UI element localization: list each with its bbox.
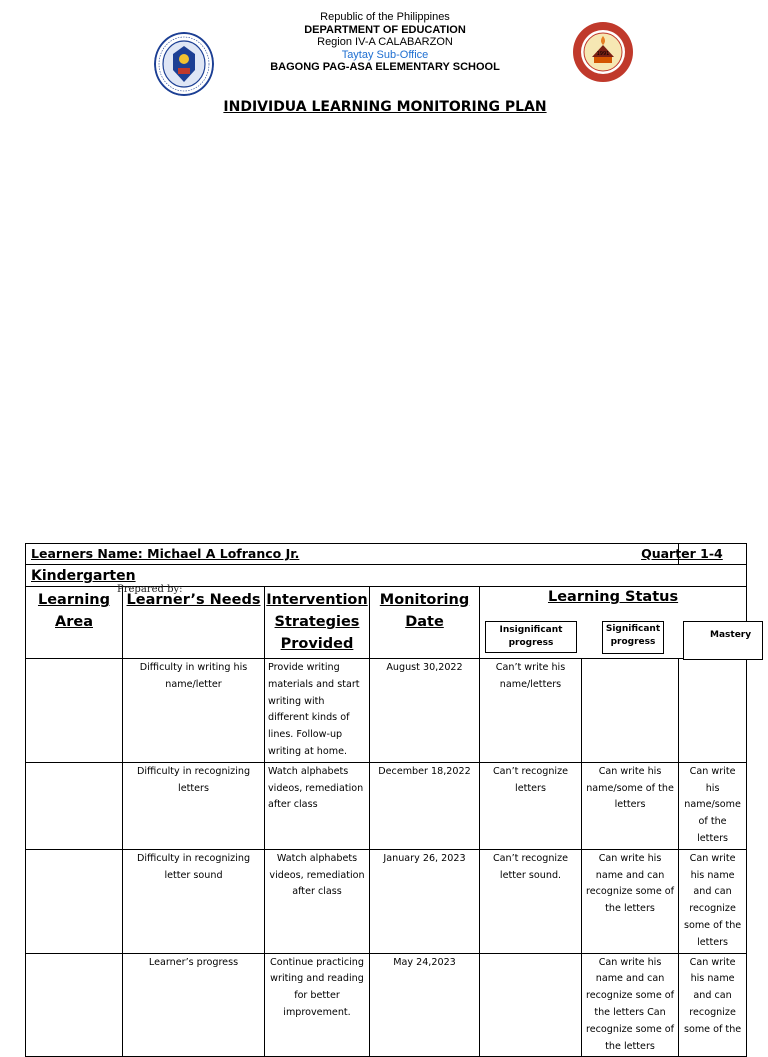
row-learners-needs: Difficulty in recognizing letters xyxy=(123,762,265,849)
row-monitoring-date: August 30,2022 xyxy=(370,659,480,763)
row-significant xyxy=(582,659,679,763)
learning-status-title: Learning Status xyxy=(547,589,679,605)
mastery-label: Mastery xyxy=(683,621,763,660)
learner-name: Learners Name: Michael A Lofranco Jr. xyxy=(26,544,679,565)
table-row xyxy=(26,659,747,763)
row-learning-area xyxy=(26,762,123,849)
table-row xyxy=(26,762,747,849)
row-significant: Can write his name and can recognize some of the letters Can recognize some of the letters xyxy=(582,953,679,1057)
row-learners-needs: Learner’s progress xyxy=(123,953,265,1057)
department-line: DEPARTMENT OF EDUCATION xyxy=(304,23,466,36)
monitoring-table xyxy=(25,543,752,1057)
letterhead-text xyxy=(240,11,530,74)
republic-line: Republic of the Philippines xyxy=(320,11,450,23)
row-mastery: Can write his name/some of the letters xyxy=(679,762,747,849)
grade-label: Kindergarten xyxy=(26,565,747,587)
col-intervention-strategies: Intervention Strategies Provided xyxy=(265,587,370,659)
quarter-label xyxy=(641,544,747,565)
row-strategies: Provide writing materials and start writing with different kinds of lines. Follow-up writing at home. xyxy=(265,659,370,763)
letterhead xyxy=(0,8,768,88)
column-header-row xyxy=(26,587,747,659)
row-learning-area xyxy=(26,953,123,1057)
row-learners-needs: Difficulty in writing his name/letter xyxy=(123,659,265,763)
row-mastery: Can write his name and can recognize some of the letters xyxy=(679,849,747,953)
row-monitoring-date: May 24,2023 xyxy=(370,953,480,1057)
row-strategies: Watch alphabets videos, remediation after class xyxy=(265,849,370,953)
school-seal-year: 1991 xyxy=(596,51,610,57)
row-learning-area xyxy=(26,659,123,763)
school-name-line: BAGONG PAG-ASA ELEMENTARY SCHOOL xyxy=(270,61,500,73)
school-seal-logo xyxy=(572,21,634,83)
row-strategies: Continue practicing writing and reading for better improvement. xyxy=(265,953,370,1057)
region-line: Region IV-A CALABARZON xyxy=(317,36,453,48)
row-learning-area xyxy=(26,849,123,953)
row-insignificant: Can’t recognize letter sound. xyxy=(480,849,582,953)
row-mastery: Can write his name and can recognize some of the xyxy=(679,953,747,1057)
row-mastery xyxy=(679,659,747,763)
row-insignificant: Can’t write his name/letters xyxy=(480,659,582,763)
row-monitoring-date: January 26, 2023 xyxy=(370,849,480,953)
insignificant-progress-label: Insignificant progress xyxy=(485,621,577,653)
row-learners-needs: Difficulty in recognizing letter sound xyxy=(123,849,265,953)
col-learning-status xyxy=(480,587,752,659)
row-strategies: Watch alphabets videos, remediation after class xyxy=(265,762,370,849)
significant-progress-label: Significant progress xyxy=(602,621,664,654)
table-row xyxy=(26,953,747,1057)
col-learning-area: Learning Area xyxy=(26,587,123,659)
row-insignificant: Can’t recognize letters xyxy=(480,762,582,849)
col-learners-needs: Learner’s Needs xyxy=(123,587,265,659)
document-title: INDIVIDUA LEARNING MONITORING PLAN xyxy=(223,99,547,115)
quarter-text: Quarter 1-4 xyxy=(641,546,723,561)
row-significant: Can write his name/some of the letters xyxy=(582,762,679,849)
deped-seal-logo xyxy=(154,32,214,96)
row-monitoring-date: December 18,2022 xyxy=(370,762,480,849)
learner-name-row xyxy=(26,544,747,565)
table-row xyxy=(26,849,747,953)
row-significant: Can write his name and can recognize some of the letters xyxy=(582,849,679,953)
sub-office-line: Taytay Sub-Office xyxy=(341,48,429,61)
row-insignificant xyxy=(480,953,582,1057)
col-monitoring-date: Monitoring Date xyxy=(370,587,480,659)
prepared-by-label: Prepared by: xyxy=(117,584,183,595)
